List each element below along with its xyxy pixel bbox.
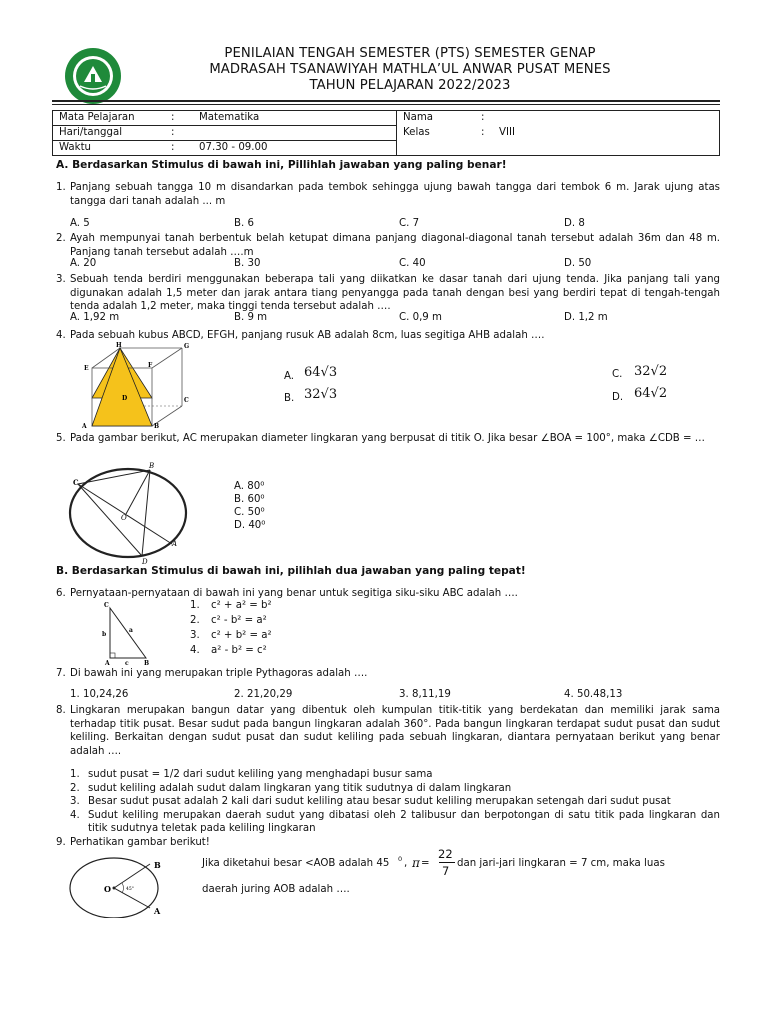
option-d[interactable]: D. 8 xyxy=(564,218,585,229)
q4-option-d-value[interactable]: 64√2 xyxy=(634,386,668,401)
q9-desc-post: dan jari-jari lingkaran = 7 cm, maka luas xyxy=(457,858,665,869)
fraction-bar xyxy=(439,862,455,863)
option-d[interactable]: D. 1,2 m xyxy=(564,312,608,323)
statement-number: 4. xyxy=(190,645,200,656)
q4-option-a-letter[interactable]: A. xyxy=(284,371,295,382)
colon: : xyxy=(481,112,485,123)
q9-desc-line2: daerah juring AOB adalah …. xyxy=(202,884,350,895)
waktu-label: Waktu xyxy=(59,142,92,153)
circle-sector-figure xyxy=(66,852,176,918)
label-o: O xyxy=(121,514,127,522)
q6-statements xyxy=(190,599,310,655)
kelas-value: VIII xyxy=(499,127,515,138)
statement-4[interactable]: Sudut keliling merupakan daerah sudut yang dibatasi oleh 2 talibusur dan berpotongan di satu titik pada lingkaran dan titik sudutnya teletak pada keliling lingkaran xyxy=(88,809,720,834)
statement-3[interactable]: Besar sudut pusat adalah 2 kali dari sudut keliling atau besar sudut keliling merupakan setengah dari sudut pusat xyxy=(88,796,671,807)
label-b: B xyxy=(154,860,161,870)
statement-number: 2. xyxy=(70,782,80,794)
header-title-1: PENILAIAN TENGAH SEMESTER (PTS) SEMESTER GENAP xyxy=(224,46,596,61)
option-c[interactable]: C. 0,9 m xyxy=(399,312,442,323)
statement-2[interactable]: c² - b² = a² xyxy=(211,615,267,626)
angle-label: 45° xyxy=(126,887,134,892)
question-9 xyxy=(56,836,720,850)
question-text: Sebuah tenda berdiri menggunakan beberapa tali yang diikatkan ke dasar tanah dari ujung tenda. Jika panjang tali yang digunakan adalah 1,5 meter dan jarak antara tiang penyangga pada tanah dengan besi yang berdiri tepat di tengah-tengah tenda adalah 1,2 meter, maka tinggi tenda tersebut adalah …. xyxy=(70,274,720,312)
header-title-3: TAHUN PELAJARAN 2022/2023 xyxy=(309,78,511,93)
q9-desc-mid: , xyxy=(404,858,408,869)
statement-4[interactable]: a² - b² = c² xyxy=(211,645,267,656)
question-number: 3. xyxy=(56,274,66,285)
statement-1[interactable]: c² + a² = b² xyxy=(211,600,272,611)
statement-3[interactable]: c² + b² = a² xyxy=(211,630,272,641)
colon: : xyxy=(481,127,485,138)
option-a[interactable]: A. 5 xyxy=(70,218,90,229)
question-7 xyxy=(56,667,720,681)
question-number: 5. xyxy=(56,433,66,444)
option-2[interactable]: 2. 21,20,29 xyxy=(234,689,293,700)
q8-statements xyxy=(70,768,720,838)
label-a: A xyxy=(105,660,110,667)
right-triangle-figure xyxy=(98,600,156,668)
statement-number: 4. xyxy=(70,809,80,821)
pi-symbol: π xyxy=(412,856,420,870)
question-text: Panjang sebuah tangga 10 m disandarkan pada tembok sehingga ujung bawah tangga dari tembok 6 m. Jarak ujung atas tangga dari tanah adalah ... m xyxy=(70,182,720,207)
option-1[interactable]: 1. 10,24,26 xyxy=(70,689,129,700)
statement-number: 1. xyxy=(190,600,200,611)
fraction-denominator: 7 xyxy=(442,864,450,878)
label-d: D xyxy=(142,558,148,566)
label-o: O xyxy=(104,884,111,894)
section-a-heading: A. Berdasarkan Stimulus di bawah ini, Pillihlah jawaban yang paling benar! xyxy=(56,159,507,171)
option-c[interactable]: C. 40 xyxy=(399,258,426,269)
question-8 xyxy=(56,704,720,760)
q7-options xyxy=(70,689,670,703)
question-text: Di bawah ini yang merupakan triple Pythagoras adalah …. xyxy=(70,668,368,679)
option-a[interactable]: A. 1,92 m xyxy=(70,312,120,323)
statement-1[interactable]: sudut pusat = 1/2 dari sudut keliling yang menghadapi busur sama xyxy=(88,769,433,780)
option-d[interactable]: D. 50 xyxy=(564,258,592,269)
statement-number: 3. xyxy=(70,796,80,807)
q4-option-c-letter[interactable]: C. xyxy=(612,369,623,380)
label-b-side: b xyxy=(102,631,107,638)
option-c[interactable]: C. 7 xyxy=(399,218,420,229)
hari-label: Hari/tanggal xyxy=(59,127,123,138)
question-text: Pernyataan-pernyataan di bawah ini yang benar untuk segitiga siku-siku ABC adalah …. xyxy=(70,588,518,599)
option-b[interactable]: B. 60⁰ xyxy=(234,494,265,505)
question-number: 7. xyxy=(56,668,66,679)
question-text: Lingkaran merupakan bangun datar yang dibentuk oleh kumpulan titik-titik yang berdekatan dan memiliki jarak sama terhadap titik pusat. Besar sudut pada bangun lingkaran adalah 360°. Pada bangun lingkaran terdapat sudut pusat dan sudut keliling. Berkaitan dengan sudut pusat dan sudut keliling pada sebuah lingkaran, diantara pernyataan berikut yang benar adalah …. xyxy=(70,705,720,757)
question-3 xyxy=(56,273,720,313)
nama-label: Nama xyxy=(403,112,434,123)
label-g: G xyxy=(184,343,190,350)
option-3[interactable]: 3. 8,11,19 xyxy=(399,689,451,700)
label-a-side: a xyxy=(129,627,133,634)
info-table xyxy=(52,110,720,156)
q4-option-a-value[interactable]: 64√3 xyxy=(304,365,338,380)
q5-options xyxy=(234,480,314,532)
circle-figure-q5 xyxy=(64,460,192,566)
section-b-heading: B. Berdasarkan Stimulus di bawah ini, pilihlah dua jawaban yang paling tepat! xyxy=(56,565,526,577)
fraction-numerator: 22 xyxy=(438,847,453,861)
q3-options xyxy=(70,312,670,326)
question-text: Pada gambar berikut, AC merupakan diameter lingkaran yang berpusat di titik O. Jika besar ∠BOA = 100°, maka ∠CDB = … xyxy=(70,433,705,444)
statement-number: 2. xyxy=(190,615,200,626)
question-6 xyxy=(56,587,720,601)
statement-number: 1. xyxy=(70,769,80,780)
cube-figure xyxy=(78,340,196,428)
label-b: B xyxy=(154,423,160,428)
school-logo xyxy=(62,46,124,106)
question-number: 9. xyxy=(56,837,66,848)
q4-option-b-letter[interactable]: B. xyxy=(284,393,295,404)
label-a: A xyxy=(154,906,161,916)
header-rule-thin xyxy=(52,104,720,105)
option-b[interactable]: B. 30 xyxy=(234,258,261,269)
question-text: Pada sebuah kubus ABCD, EFGH, panjang rusuk AB adalah 8cm, luas segitiga AHB adalah …. xyxy=(70,330,545,341)
label-e: E xyxy=(84,365,89,372)
option-b[interactable]: B. 9 m xyxy=(234,312,268,323)
question-number: 8. xyxy=(56,705,66,716)
kelas-label: Kelas xyxy=(403,127,430,138)
question-2 xyxy=(56,232,720,260)
waktu-value: 07.30 - 09.00 xyxy=(199,142,268,153)
label-c: C xyxy=(104,602,109,609)
question-number: 2. xyxy=(56,233,66,244)
option-a[interactable]: A. 80⁰ xyxy=(234,481,265,492)
statement-2[interactable]: sudut keliling adalah sudut dalam lingkaran yang titik sudutnya di dalam lingkaran xyxy=(88,782,512,794)
label-b: B xyxy=(149,462,155,470)
colon: : xyxy=(171,142,175,153)
question-number: 1. xyxy=(56,182,66,193)
header-rule-thick xyxy=(52,100,720,102)
question-text: Ayah mempunyai tanah berbentuk belah ketupat dimana panjang diagonal-diagonal tanah tersebut adalah 36m dan 48 m. Panjang tanah tersebut adalah ….m xyxy=(70,233,720,258)
label-d: D xyxy=(122,395,128,402)
q9-desc-pre: Jika diketahui besar <AOB adalah 45 xyxy=(202,858,390,869)
label-a: A xyxy=(82,423,87,428)
option-4[interactable]: 4. 50.48,13 xyxy=(564,689,623,700)
colon: : xyxy=(171,127,175,138)
label-b: B xyxy=(144,660,150,667)
header-title-2: MADRASAH TSANAWIYAH MATHLA’UL ANWAR PUSAT MENES xyxy=(209,62,611,77)
label-f: F xyxy=(148,362,153,369)
option-d[interactable]: D. 40⁰ xyxy=(234,520,266,531)
question-number: 6. xyxy=(56,588,66,599)
mapel-value: Matematika xyxy=(199,112,260,123)
q4-option-c-value[interactable]: 32√2 xyxy=(634,364,668,379)
question-text: Perhatikan gambar berikut! xyxy=(70,837,210,848)
question-number: 4. xyxy=(56,330,66,341)
option-b[interactable]: B. 6 xyxy=(234,218,254,229)
equals-sign: = xyxy=(421,858,430,869)
label-a: A xyxy=(172,540,178,548)
q9-description xyxy=(202,847,722,900)
statement-number: 3. xyxy=(190,630,200,641)
label-c-side: c xyxy=(125,660,129,667)
colon: : xyxy=(171,112,175,123)
q1-options xyxy=(70,218,670,232)
q9-degree: 0 xyxy=(398,855,403,863)
q4-option-d-letter[interactable]: D. xyxy=(612,392,624,403)
q4-option-b-value[interactable]: 32√3 xyxy=(304,387,338,402)
question-1 xyxy=(56,181,720,209)
question-5 xyxy=(56,432,720,460)
mapel-label: Mata Pelajaran xyxy=(59,112,135,123)
label-c: C xyxy=(184,397,189,404)
label-c: C xyxy=(73,478,79,487)
label-h: H xyxy=(116,342,122,349)
q2-options xyxy=(70,258,670,272)
option-a[interactable]: A. 20 xyxy=(70,258,97,269)
option-c[interactable]: C. 50⁰ xyxy=(234,507,265,518)
